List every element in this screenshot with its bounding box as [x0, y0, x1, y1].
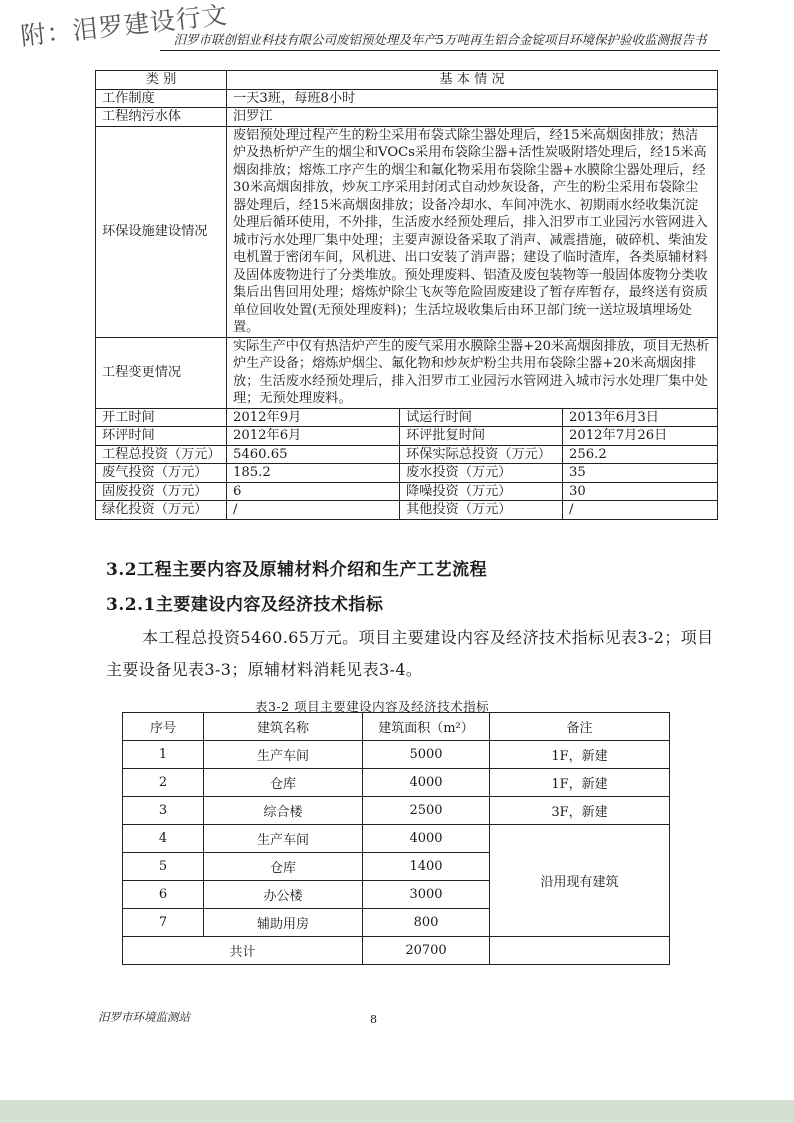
cell-name: 综合楼 [204, 797, 363, 825]
total-investment-value: 5460.65 [227, 445, 400, 464]
table-row [96, 501, 718, 520]
total-investment-label: 工程总投资（万元） [96, 445, 227, 464]
table-row [96, 108, 718, 127]
eia-time-label: 环评时间 [96, 427, 227, 446]
total-label: 共计 [123, 937, 363, 965]
cell-no: 5 [123, 853, 204, 881]
table-caption: 表3-2 项目主要建设内容及经济技术指标 [255, 699, 490, 714]
cell-no: 4 [123, 825, 204, 853]
table-row [96, 126, 718, 337]
table-header-row [96, 71, 718, 90]
table-row [96, 337, 718, 408]
header-info: 基 本 情 况 [227, 71, 718, 90]
cell-no: 2 [123, 769, 204, 797]
env-investment-label: 环保实际总投资（万元） [400, 445, 563, 464]
trial-run-value: 2013年6月3日 [563, 408, 718, 427]
table-row [96, 408, 718, 427]
table-row [96, 89, 718, 108]
cell-no: 1 [123, 741, 204, 769]
changes-value: 实际生产中仅有热洁炉产生的废气采用水膜除尘器+20米高烟囱排放，项目无热析炉生产设备；熔炼炉烟尘、氟化物和炒灰炉粉尘共用布袋除尘器+20米高烟囱排放；生活废水经预处理后，排入汨罗市工业园污水管网进入城市污水处理厂集中处理；无预处理废料。 [227, 337, 718, 408]
eia-approval-label: 环评批复时间 [400, 427, 563, 446]
table-row [123, 825, 670, 853]
total-note [490, 937, 670, 965]
merged-note-cell: 沿用现有建筑 [490, 825, 670, 937]
changes-label: 工程变更情况 [96, 337, 227, 408]
paragraph-text: 本工程总投资5460.65万元。项目主要建设内容及经济技术指标见表3-2；项目主要设备见表3-3；原辅材料消耗见表3-4。 [106, 628, 714, 679]
cell-area: 3000 [363, 881, 490, 909]
noise-investment-label: 降噪投资（万元） [400, 482, 563, 501]
cell-name: 生产车间 [204, 825, 363, 853]
handwritten-note: 附：泪罗建设行文 [19, 0, 230, 51]
cell-note: 3F，新建 [490, 797, 670, 825]
cell-area: 4000 [363, 769, 490, 797]
cell-name: 生产车间 [204, 741, 363, 769]
solid-investment-value: 6 [227, 482, 400, 501]
col-header-no: 序号 [123, 713, 204, 741]
other-investment-value: / [563, 501, 718, 520]
green-investment-value: / [227, 501, 400, 520]
work-system-label: 工作制度 [96, 89, 227, 108]
water-investment-value: 35 [563, 464, 718, 483]
table-row [96, 445, 718, 464]
table-row [96, 464, 718, 483]
cell-area: 5000 [363, 741, 490, 769]
trial-run-label: 试运行时间 [400, 408, 563, 427]
cell-name: 仓库 [204, 769, 363, 797]
page-header: 汨罗市联创铝业科技有限公司废铝预处理及年产5万吨再生铝合金锭项目环境保护验收监测报告书 [160, 30, 720, 51]
cell-note: 1F，新建 [490, 769, 670, 797]
table-row [123, 741, 670, 769]
work-system-value: 一天3班，每班8小时 [227, 89, 718, 108]
table-total-row [123, 937, 670, 965]
table-row [123, 769, 670, 797]
body-paragraph [106, 622, 718, 686]
env-facilities-value: 废铝预处理过程产生的粉尘采用布袋式除尘器处理后，经15米高烟囱排放；热洁炉及热析炉产生的烟尘和VOCs采用布袋除尘器+活性炭吸附塔处理后，经15米高烟囱排放；熔炼工序产生的烟尘和氟化物采用布袋除尘器+水膜除尘器处理后，经30米高烟囱排放，炒灰工序采用封闭式自动炒灰设备，产生的粉尘采用布袋除尘器处理后，经15米高烟囱排放；设备冷却水、车间冲洗水、初期雨水经收集沉淀处理后循环使用，不外排，生活废水经预处理后，排入汨罗市工业园污水管网进入城市污水处理厂集中处理；主要声源设备采取了消声、减震措施，破碎机、柴油发电机置于密闭车间，风机进、出口安装了消声器；建设了临时渣库，各类原辅材料及固体废物进行了分类堆放。预处理废料、铝渣及废包装物等一般固体废物分类收集后出售回用处理；熔炼炉除尘飞灰等危险固废建设了暂存库暂存，最终送有资质单位回收处置(无预处理废料)；生活垃圾收集后由环卫部门统一送垃圾填埋场处置。 [227, 126, 718, 337]
env-facilities-label: 环保设施建设情况 [96, 126, 227, 337]
start-time-value: 2012年9月 [227, 408, 400, 427]
footer-organization: 汨罗市环境监测站 [98, 1010, 190, 1024]
header-category: 类 别 [96, 71, 227, 90]
gas-investment-value: 185.2 [227, 464, 400, 483]
water-investment-label: 废水投资（万元） [400, 464, 563, 483]
cell-no: 7 [123, 909, 204, 937]
cell-area: 1400 [363, 853, 490, 881]
scan-edge-band [0, 1100, 794, 1123]
col-header-note: 备注 [490, 713, 670, 741]
col-header-area: 建筑面积（m²） [363, 713, 490, 741]
basic-info-table [95, 70, 718, 520]
cell-name: 办公楼 [204, 881, 363, 909]
cell-note: 1F，新建 [490, 741, 670, 769]
cell-name: 辅助用房 [204, 909, 363, 937]
green-investment-label: 绿化投资（万元） [96, 501, 227, 520]
section-heading-3-2: 3.2工程主要内容及原辅材料介绍和生产工艺流程 [106, 560, 488, 580]
table-row [123, 797, 670, 825]
receiving-water-value: 汨罗江 [227, 108, 718, 127]
env-investment-value: 256.2 [563, 445, 718, 464]
eia-approval-value: 2012年7月26日 [563, 427, 718, 446]
solid-investment-label: 固废投资（万元） [96, 482, 227, 501]
gas-investment-label: 废气投资（万元） [96, 464, 227, 483]
table-header-row [123, 713, 670, 741]
noise-investment-value: 30 [563, 482, 718, 501]
col-header-name: 建筑名称 [204, 713, 363, 741]
cell-area: 2500 [363, 797, 490, 825]
total-area: 20700 [363, 937, 490, 965]
other-investment-label: 其他投资（万元） [400, 501, 563, 520]
page-number: 8 [370, 1013, 377, 1026]
section-heading-3-2-1: 3.2.1主要建设内容及经济技术指标 [106, 595, 384, 615]
receiving-water-label: 工程纳污水体 [96, 108, 227, 127]
cell-area: 4000 [363, 825, 490, 853]
table-row [96, 482, 718, 501]
cell-area: 800 [363, 909, 490, 937]
eia-time-value: 2012年6月 [227, 427, 400, 446]
cell-name: 仓库 [204, 853, 363, 881]
cell-no: 6 [123, 881, 204, 909]
start-time-label: 开工时间 [96, 408, 227, 427]
construction-table [122, 712, 670, 965]
cell-no: 3 [123, 797, 204, 825]
table-row [96, 427, 718, 446]
